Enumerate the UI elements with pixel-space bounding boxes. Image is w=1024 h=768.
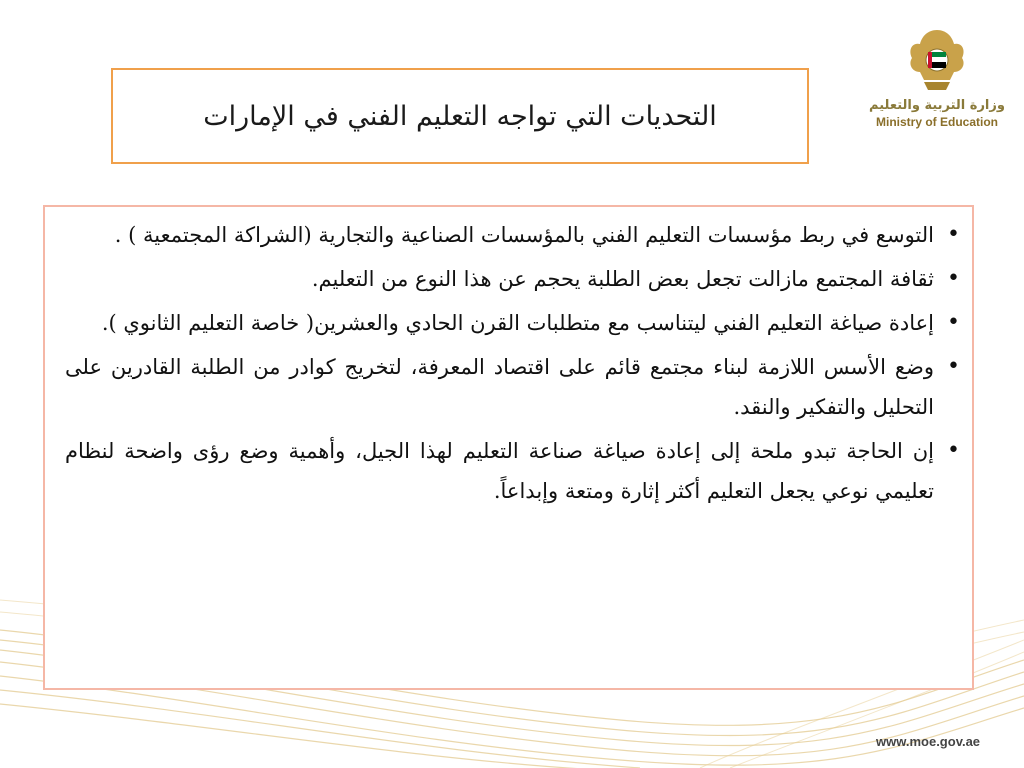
uae-emblem-icon xyxy=(904,24,970,94)
bullet-list xyxy=(65,215,960,511)
bullet-item: • التوسع في ربط مؤسسات التعليم الفني بالمؤسسات الصناعية والتجارية (الشراكة المجتمعية ) . xyxy=(65,215,934,255)
ministry-logo xyxy=(869,24,1005,154)
bullet-item: • إن الحاجة تبدو ملحة إلى إعادة صياغة صناعة التعليم لهذا الجيل، وأهمية وضع رؤى واضحة لنظام تعليمي نوعي يجعل التعليم أكثر إثارة ومتعة وإبداعاً. xyxy=(65,431,934,511)
website-url: www.moe.gov.ae xyxy=(876,734,981,749)
bullet-item: • إعادة صياغة التعليم الفني ليتناسب مع متطلبات القرن الحادي والعشرين( خاصة التعليم الثانوي ). xyxy=(65,303,934,343)
org-name-english: Ministry of Education xyxy=(875,115,998,129)
org-name-arabic: وزارة التربية والتعليم xyxy=(869,98,1005,113)
slide-title: التحديات التي تواجه التعليم الفني في الإمارات xyxy=(203,100,717,132)
slide-content-box xyxy=(43,205,974,690)
slide-title-box xyxy=(111,68,809,164)
bullet-item: • ثقافة المجتمع مازالت تجعل بعض الطلبة يحجم عن هذا النوع من التعليم. xyxy=(65,259,934,299)
bullet-item: • وضع الأسس اللازمة لبناء مجتمع قائم على اقتصاد المعرفة، لتخريج كوادر من الطلبة القادرين على التحليل والتفكير والنقد. xyxy=(65,347,934,427)
